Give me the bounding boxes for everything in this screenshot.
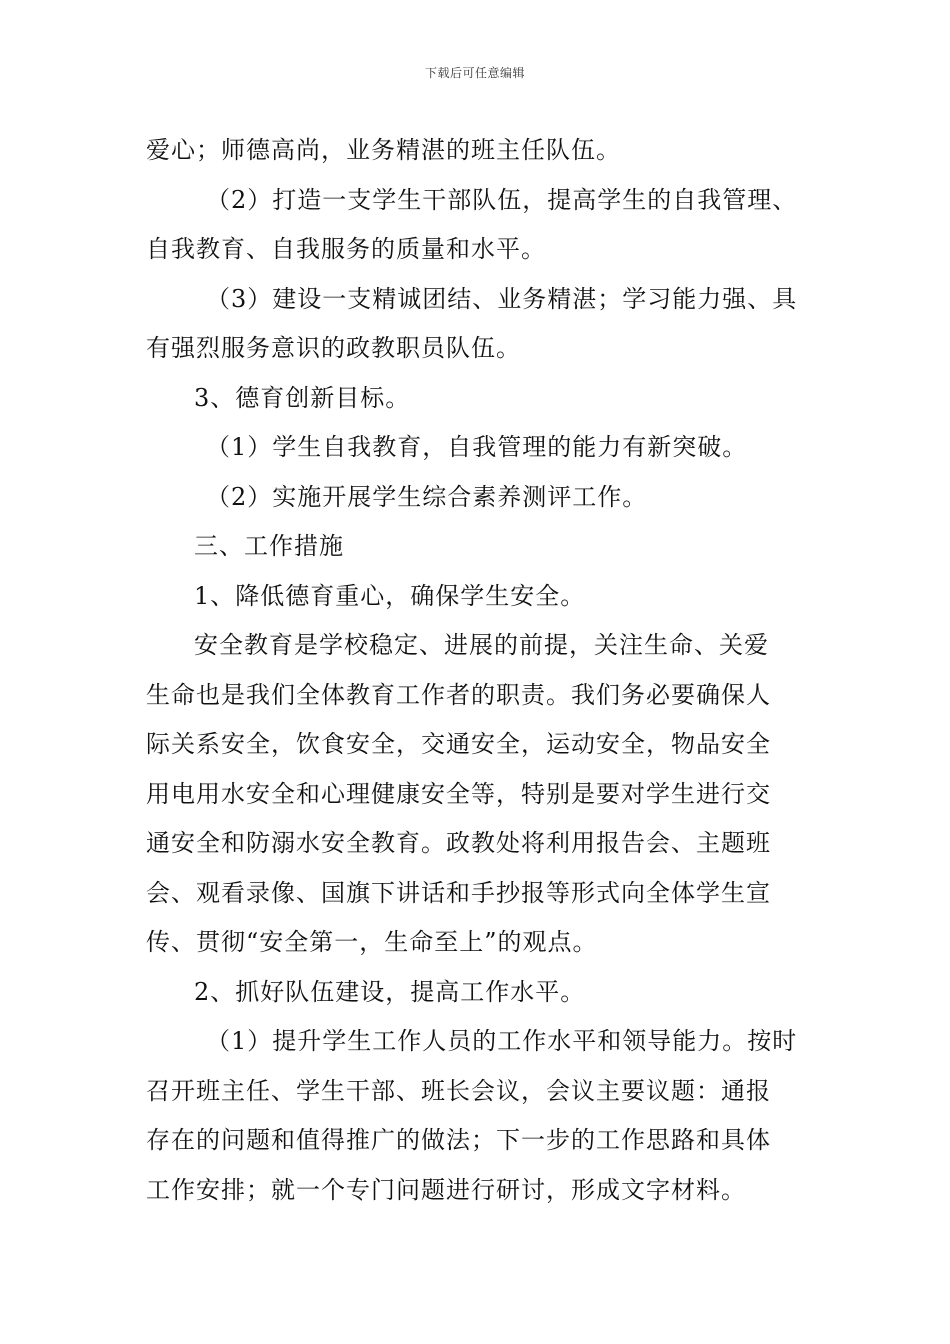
text-line: （3）建设一支精诚团结、业务精湛；学习能力强、具 bbox=[206, 284, 798, 313]
text-line: （2）实施开展学生综合素养测评工作。 bbox=[206, 482, 648, 511]
text-line: 生命也是我们全体教育工作者的职责。我们务必要确保人 bbox=[146, 680, 771, 709]
text-line: 际关系安全，饮食安全，交通安全，运动安全，物品安全 bbox=[146, 730, 771, 758]
text-line: 用电用水安全和心理健康安全等，特别是要对学生进行交 bbox=[146, 779, 771, 808]
text-line: 工作安排；就一个专门问题进行研讨，形成文字材料。 bbox=[146, 1175, 746, 1204]
text-line: 通安全和防溺水安全教育。政教处将利用报告会、主题班 bbox=[146, 829, 771, 857]
text-line: 传、贯彻“安全第一，生命至上”的观点。 bbox=[146, 928, 598, 956]
document-body bbox=[146, 126, 806, 1215]
text-line: 2、抓好队伍建设，提高工作水平。 bbox=[194, 977, 586, 1006]
text-line: （1）学生自我教育，自我管理的能力有新突破。 bbox=[206, 433, 748, 461]
text-line: 3、德育创新目标。 bbox=[194, 383, 411, 412]
text-line: （2）打造一支学生干部队伍，提高学生的自我管理、 bbox=[206, 185, 798, 214]
text-line: （1）提升学生工作人员的工作水平和领导能力。按时 bbox=[206, 1027, 798, 1055]
text-line: 会、观看录像、国旗下讲话和手抄报等形式向全体学生宣 bbox=[146, 878, 771, 907]
section-heading: 三、工作措施 bbox=[194, 532, 344, 560]
page-header: 下载后可任意编辑 bbox=[424, 66, 525, 80]
text-line: 安全教育是学校稳定、进展的前提，关注生命、关爱 bbox=[194, 631, 769, 659]
text-line: 存在的问题和值得推广的做法；下一步的工作思路和具体 bbox=[146, 1126, 771, 1154]
text-line: 有强烈服务意识的政教职员队伍。 bbox=[146, 334, 521, 362]
text-line: 1、降低德育重心，确保学生安全。 bbox=[194, 581, 586, 610]
text-line: 自我教育、自我服务的质量和水平。 bbox=[146, 235, 546, 263]
text-line: 爱心；师德高尚，业务精湛的班主任队伍。 bbox=[146, 136, 621, 164]
text-line: 召开班主任、学生干部、班长会议，会议主要议题：通报 bbox=[146, 1076, 771, 1105]
